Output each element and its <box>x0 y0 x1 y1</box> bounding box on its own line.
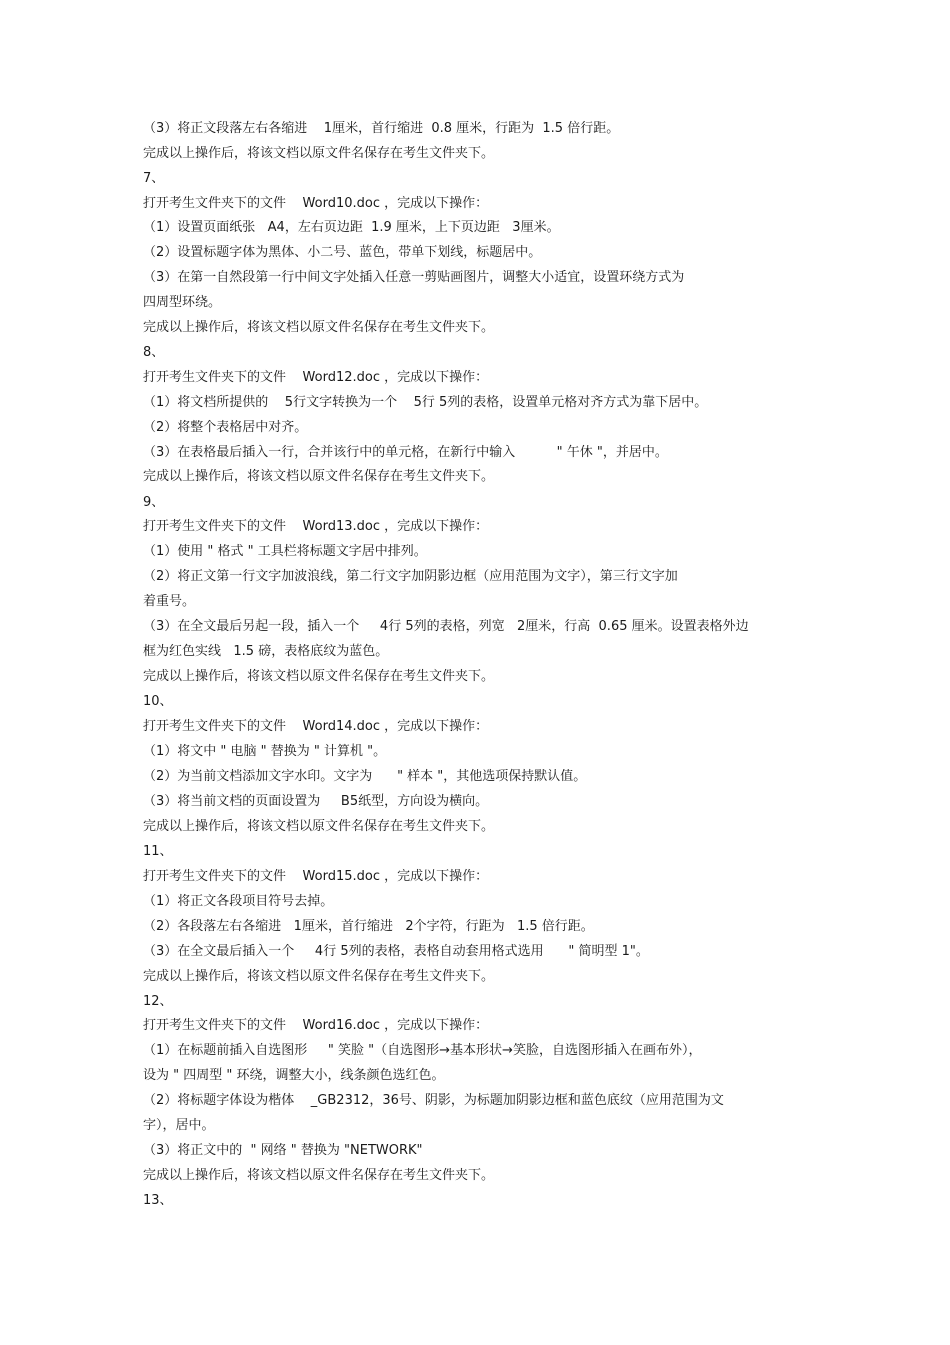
text-line: （1）设置页面纸张 A4，左右页边距 1.9 厘米，上下页边距 3厘米。 <box>143 220 560 235</box>
text-line: （1）使用 " 格式 " 工具栏将标题文字居中排列。 <box>143 544 427 559</box>
text-line: 完成以上操作后，将该文档以原文件名保存在考生文件夹下。 <box>143 819 495 834</box>
text-line: （1）将正文各段项目符号去掉。 <box>143 894 334 909</box>
text-line: （3）在表格最后插入一行，合并该行中的单元格，在新行中输入 " 午休 "，并居中。 <box>143 445 668 460</box>
text-line: （1）在标题前插入自选图形 " 笑脸 "（自选图形→基本形状→笑脸，自选图形插入在画布外）， <box>143 1043 702 1058</box>
text-line: 完成以上操作后，将该文档以原文件名保存在考生文件夹下。 <box>143 969 495 984</box>
text-line: 完成以上操作后，将该文档以原文件名保存在考生文件夹下。 <box>143 320 495 335</box>
text-line: 完成以上操作后，将该文档以原文件名保存在考生文件夹下。 <box>143 1168 495 1183</box>
text-line: 框为红色实线 1.5 磅，表格底纹为蓝色。 <box>143 644 389 659</box>
text-line: 完成以上操作后，将该文档以原文件名保存在考生文件夹下。 <box>143 146 495 161</box>
section-number: 9、 <box>143 495 165 510</box>
text-line: （2）将正文第一行文字加波浪线，第二行文字加阴影边框（应用范围为文字），第三行文字加 <box>143 569 678 584</box>
text-line: （3）将正文中的 " 网络 " 替换为 "NETWORK" <box>143 1143 423 1158</box>
text-line: （2）将标题字体设为楷体 _GB2312，36号、阴影，为标题加阴影边框和蓝色底纹（应用范围为文 <box>143 1093 724 1108</box>
text-line: 设为 " 四周型 " 环绕，调整大小，线条颜色选红色。 <box>143 1068 445 1083</box>
section-number: 7、 <box>143 171 165 186</box>
text-line: （3）将当前文档的页面设置为 B5纸型，方向设为横向。 <box>143 794 489 809</box>
section-number: 12、 <box>143 994 173 1009</box>
task-heading: 打开考生文件夹下的文件 Word10.doc ，完成以下操作： <box>143 196 489 211</box>
text-line: （2）各段落左右各缩进 1厘米，首行缩进 2个字符，行距为 1.5 倍行距。 <box>143 919 594 934</box>
text-line: （1）将文中 " 电脑 " 替换为 " 计算机 "。 <box>143 744 387 759</box>
text-line: （2）为当前文档添加文字水印。文字为 " 样本 "，其他选项保持默认值。 <box>143 769 587 784</box>
task-heading: 打开考生文件夹下的文件 Word13.doc ，完成以下操作： <box>143 519 489 534</box>
text-line: 字），居中。 <box>143 1118 215 1133</box>
text-line: （3）在全文最后插入一个 4行 5列的表格，表格自动套用格式选用 " 简明型 1"。 <box>143 944 649 959</box>
text-line: 完成以上操作后，将该文档以原文件名保存在考生文件夹下。 <box>143 469 495 484</box>
task-heading: 打开考生文件夹下的文件 Word15.doc ，完成以下操作： <box>143 869 489 884</box>
text-line: （3）在第一自然段第一行中间文字处插入任意一剪贴画图片，调整大小适宜，设置环绕方式为 <box>143 270 685 285</box>
section-number: 13、 <box>143 1193 173 1208</box>
text-line: （3）在全文最后另起一段，插入一个 4行 5列的表格，列宽 2厘米，行高 0.65 厘米。设置表格外边 <box>143 619 749 634</box>
text-line: 着重号。 <box>143 594 196 609</box>
text-line: 四周型环绕。 <box>143 295 222 310</box>
text-line: （2）将整个表格居中对齐。 <box>143 420 308 435</box>
section-number: 8、 <box>143 345 165 360</box>
text-line: （3）将正文段落左右各缩进 1厘米，首行缩进 0.8 厘米，行距为 1.5 倍行距。 <box>143 121 620 136</box>
text-line: （1）将文档所提供的 5行文字转换为一个 5行 5列的表格，设置单元格对齐方式为靠下居中。 <box>143 395 708 410</box>
task-heading: 打开考生文件夹下的文件 Word14.doc ，完成以下操作： <box>143 719 489 734</box>
task-heading: 打开考生文件夹下的文件 Word16.doc ，完成以下操作： <box>143 1018 489 1033</box>
text-line: 完成以上操作后，将该文档以原文件名保存在考生文件夹下。 <box>143 669 495 684</box>
section-number: 11、 <box>143 844 173 859</box>
section-number: 10、 <box>143 694 173 709</box>
task-heading: 打开考生文件夹下的文件 Word12.doc ，完成以下操作： <box>143 370 489 385</box>
text-line: （2）设置标题字体为黑体、小二号、蓝色，带单下划线，标题居中。 <box>143 245 542 260</box>
